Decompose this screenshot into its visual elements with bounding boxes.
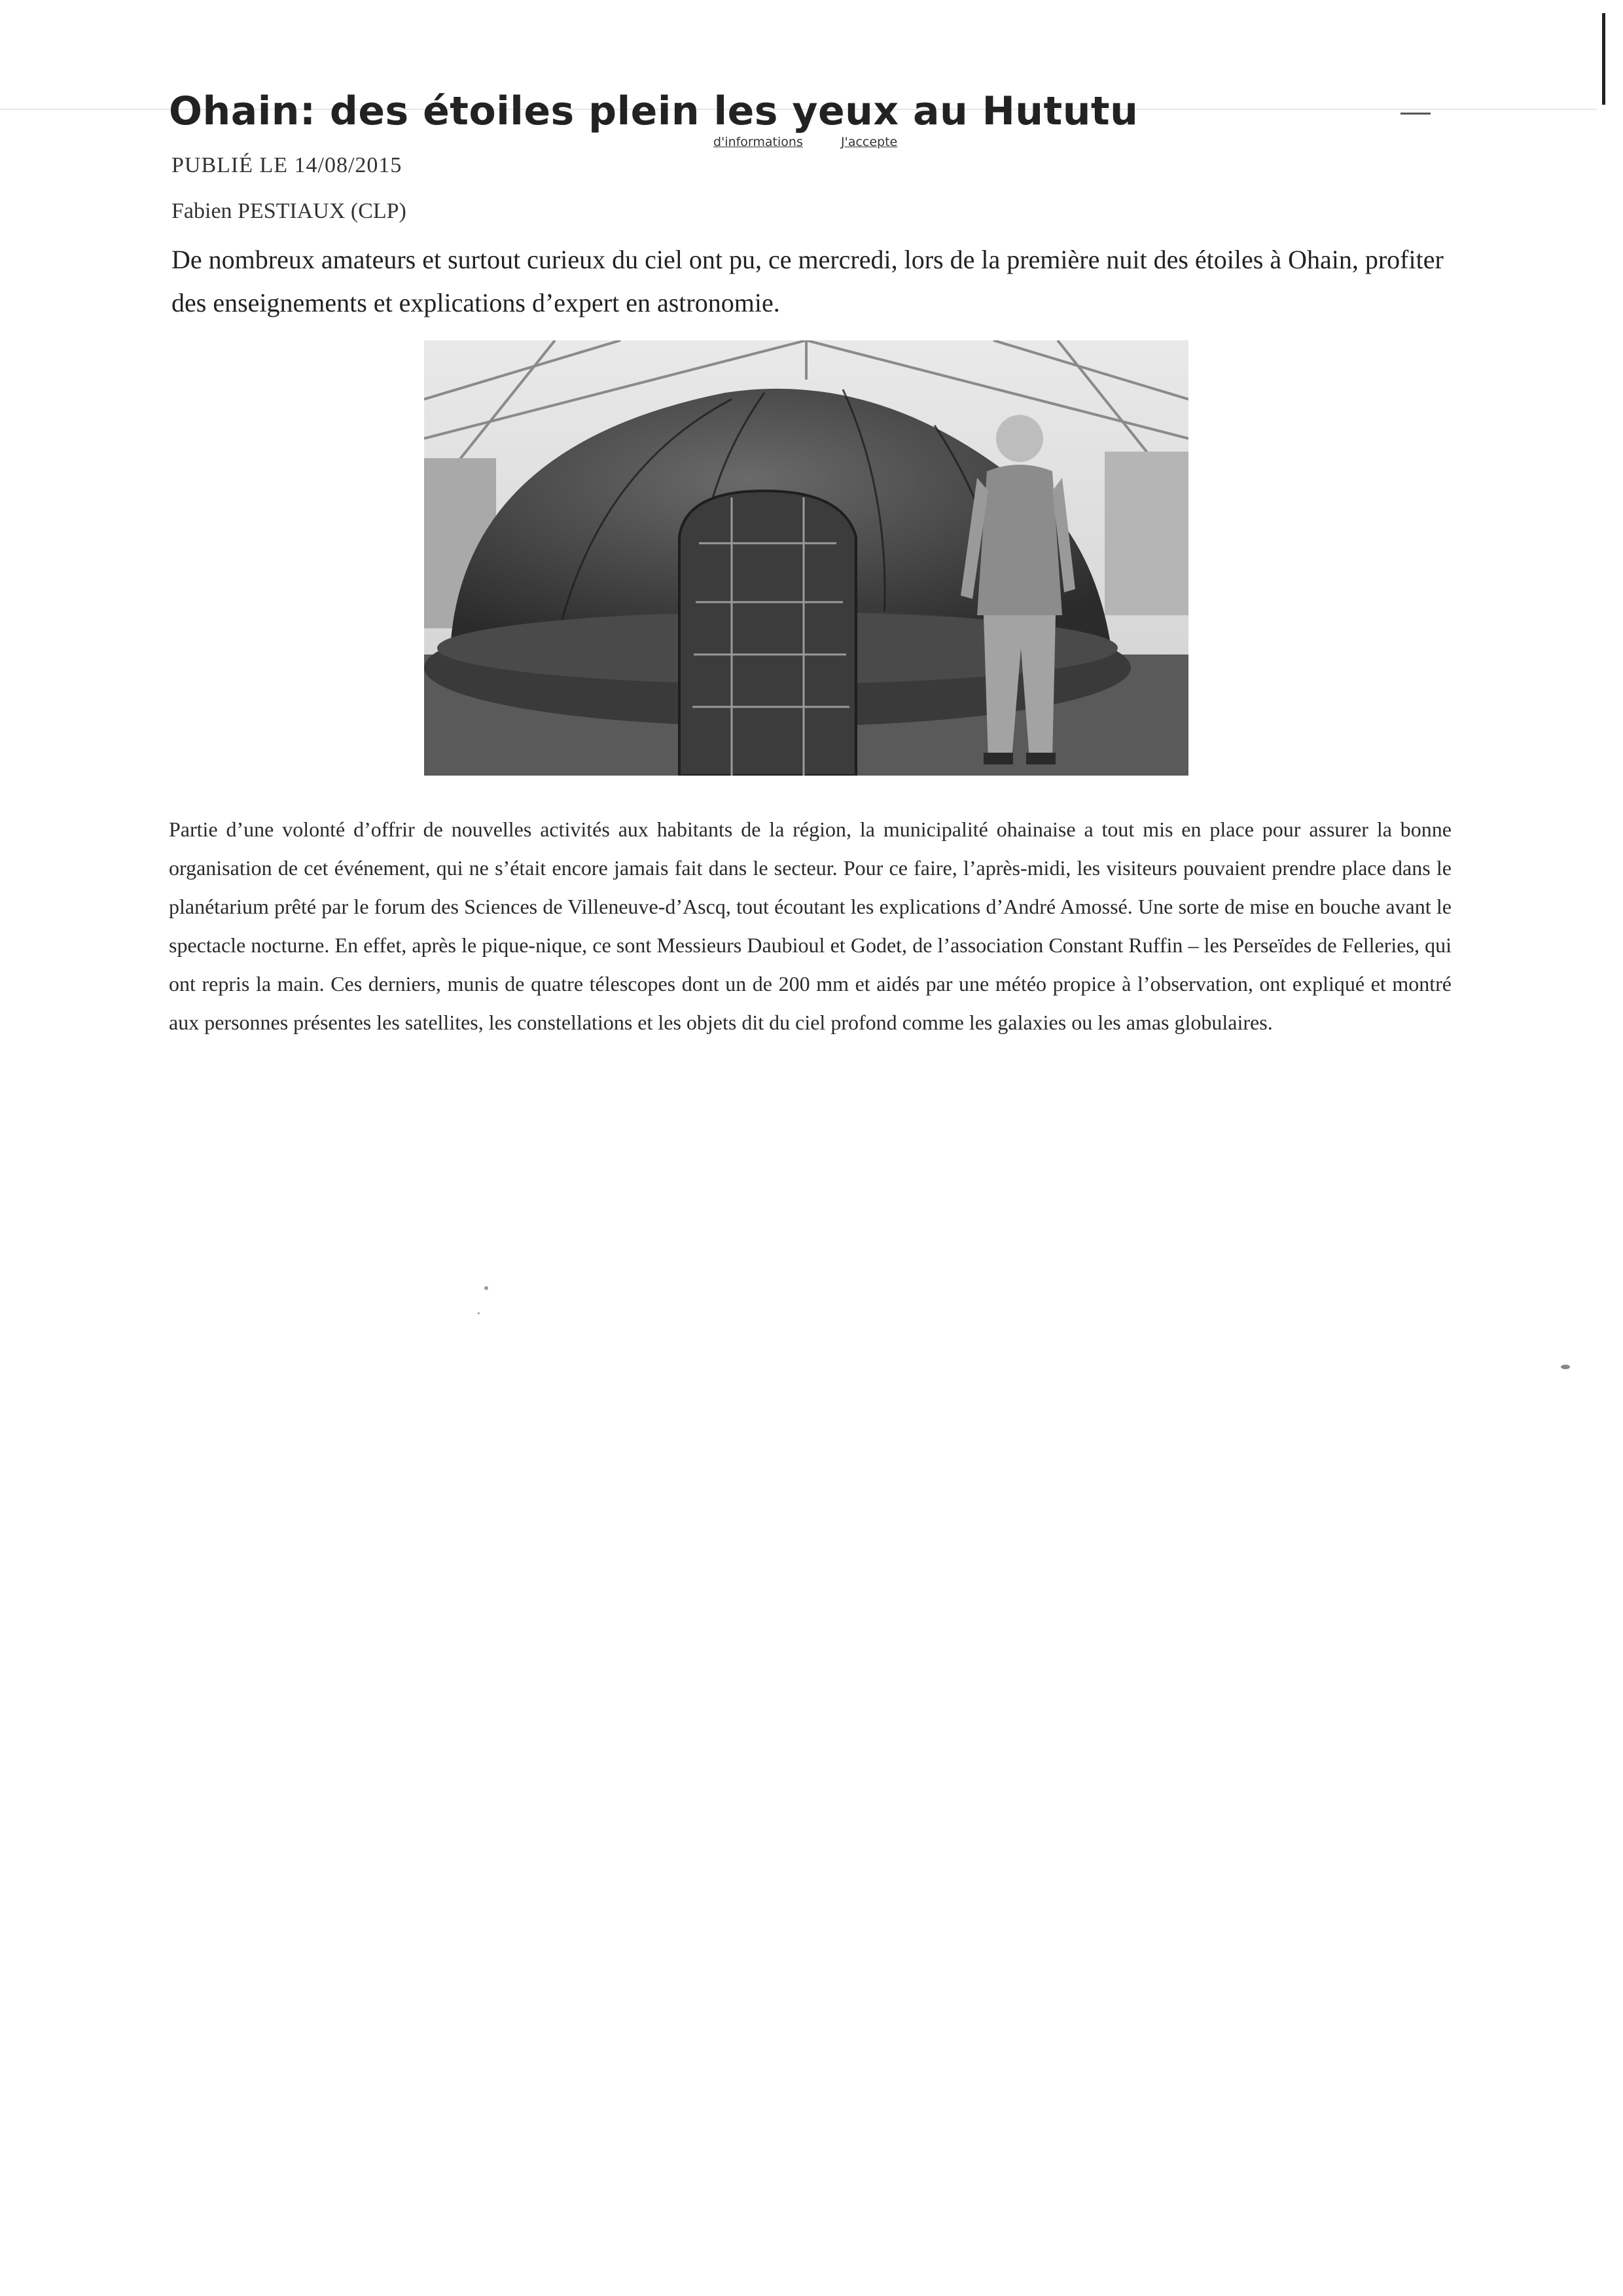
- article-body: Partie d’une volonté d’offrir de nouvelles activités aux habitants de la région, la municipalité ohainaise a tout mis en place pour assurer la bonne organisation de cet événement, qui ne s’était encore jamais fait dans le secteur. Pour ce faire, l’après-midi, les visiteurs pouvaient prendre place dans le planétarium prêté par le forum des Sciences de Villeneuve-d’Ascq, tout écoutant les explications d’André Amossé. Une sorte de mise en bouche avant le spectacle nocturne. En effet, après le pique-nique, ce sont Messieurs Daubioul et Godet, de l’association Constant Ruffin – les Perseïdes de Felleries, qui ont repris la main. Ces derniers, munis de quatre télescopes dont un de 200 mm et aidés par une météo propice à l’observation, ont expliqué et montré aux personnes présentes les satellites, les constellations et les objets dit du ciel profond comme les galaxies ou les amas globulaires.: [169, 817, 1452, 1034]
- cookie-accept-link[interactable]: J'accepte: [841, 135, 898, 149]
- scan-edge-mark: [1602, 13, 1605, 105]
- article-title: Ohain: des étoiles plein les yeux au Hututu: [169, 88, 1139, 134]
- scan-dash-mark: [1400, 113, 1431, 115]
- article-lead: De nombreux amateurs et surtout curieux du ciel ont pu, ce mercredi, lors de la première nuit des étoiles à Ohain, profiter des enseignements et explications d’expert en astronomie.: [171, 245, 1444, 317]
- cookie-info-link[interactable]: d'informations: [713, 135, 803, 149]
- publication-date: PUBLIÉ LE 14/08/2015: [171, 153, 402, 177]
- scan-speck: [478, 1312, 480, 1314]
- article-photo: [424, 340, 1188, 776]
- article-author: Fabien PESTIAUX (CLP): [171, 199, 406, 223]
- scan-speck: [484, 1286, 488, 1290]
- scan-speck: [1561, 1365, 1570, 1369]
